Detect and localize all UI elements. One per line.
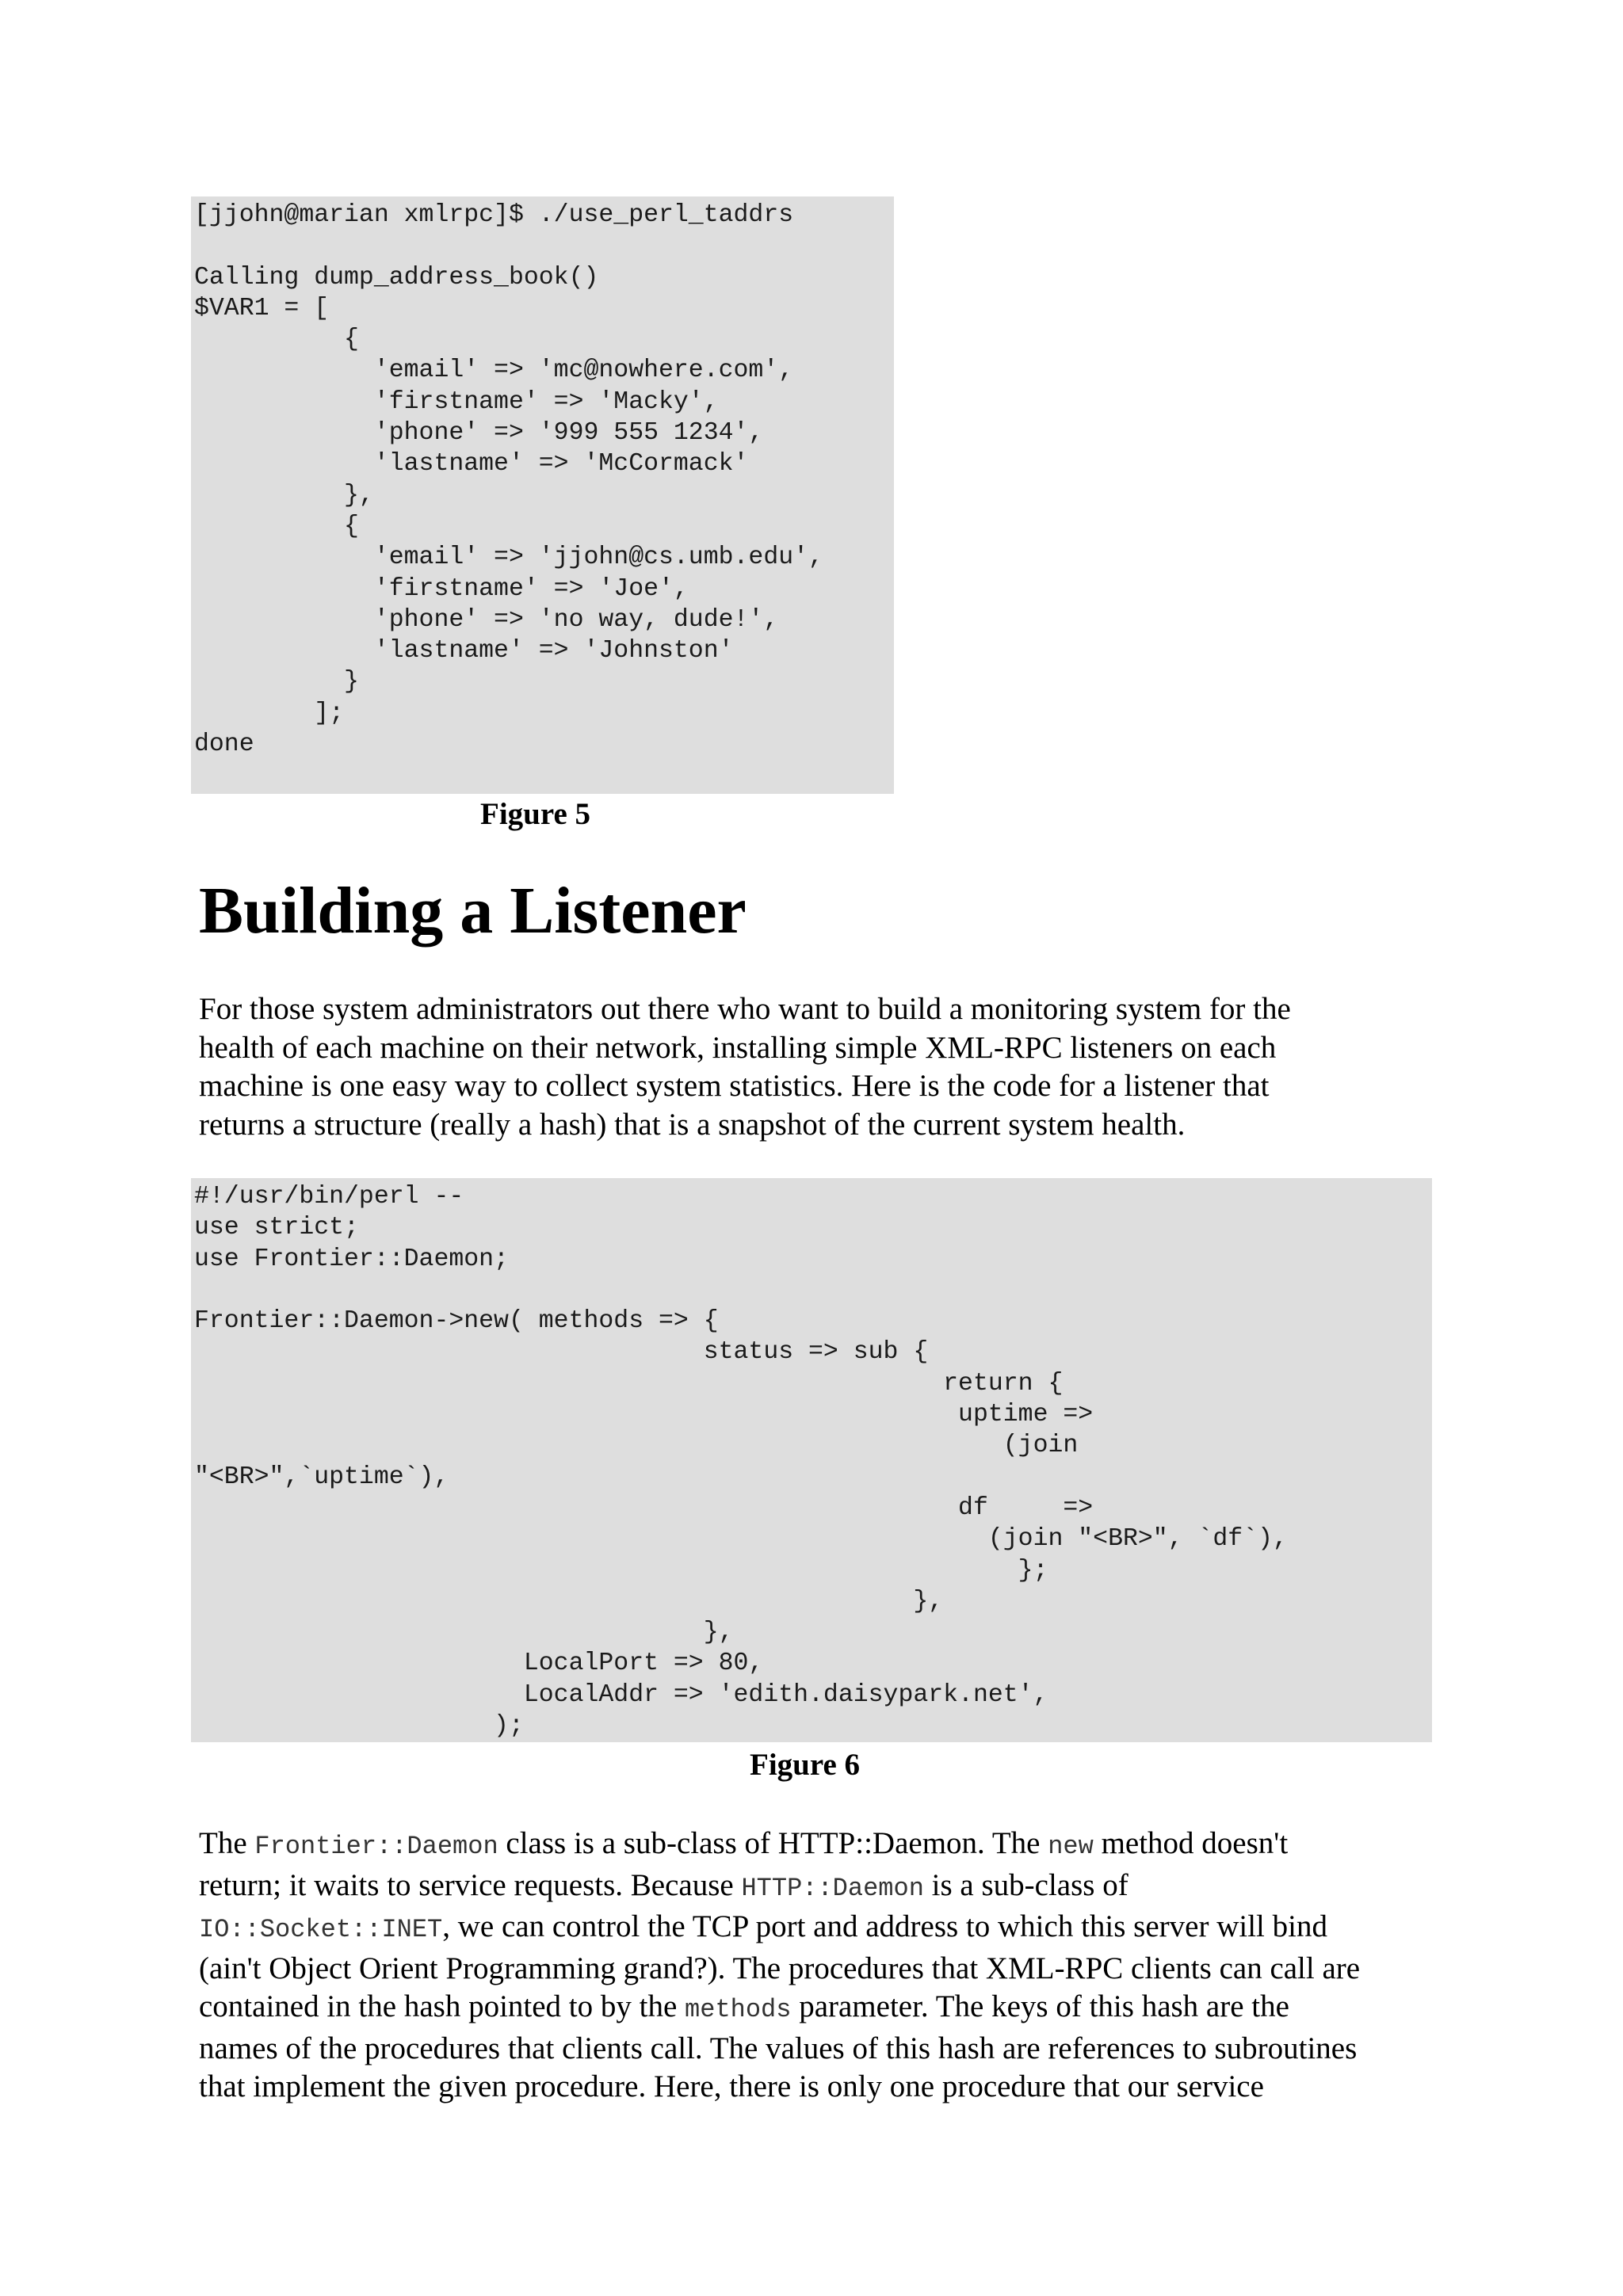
code-line: use strict; (194, 1214, 359, 1242)
code-block-figure-5 (191, 196, 894, 794)
code-line: { (194, 512, 359, 540)
code-line: 'lastname' => 'McCormack' (194, 450, 749, 479)
section-heading: Building a Listener (199, 874, 747, 948)
code-line: df => (194, 1493, 1094, 1522)
code-line: "<BR>",`uptime`), (194, 1463, 449, 1491)
paragraph-line: For those system administrators out there who want to build a monitoring system for the (199, 992, 1291, 1026)
code-block-figure-6 (191, 1178, 1432, 1742)
code-line: ]; (194, 699, 345, 727)
code-line: done (194, 730, 254, 759)
code-line: (join "<BR>", `df`), (194, 1525, 1288, 1554)
text-run: is a sub-class of (923, 1867, 1128, 1902)
text-run: parameter. The keys of this hash are the (791, 1989, 1289, 2023)
paragraph-line (199, 1825, 1360, 1867)
figure-6-caption: Figure 6 (750, 1748, 861, 1782)
code-line: [jjohn@marian xmlrpc]$ ./use_perl_taddrs (194, 201, 794, 229)
paragraph-line: health of each machine on their network, installing simple XML-RPC listeners on each (199, 1030, 1277, 1065)
code-line: return { (194, 1369, 1064, 1398)
code-line: 'phone' => 'no way, dude!', (194, 605, 779, 634)
inline-code-io-socket-inet: IO::Socket::INET (199, 1915, 443, 1944)
inline-code-methods: methods (685, 1995, 792, 2024)
paragraph-line: (ain't Object Orient Programming grand?). The procedures that XML-RPC clients can call are (199, 1951, 1361, 1985)
text-run: method doesn't (1093, 1826, 1289, 1860)
text-run: The (199, 1826, 255, 1860)
code-line: 'firstname' => 'Macky', (194, 387, 719, 416)
code-line: 'phone' => '999 555 1234', (194, 419, 764, 448)
code-line: Calling dump_address_book() (194, 263, 599, 292)
paragraph-line: returns a structure (really a hash) that is a snapshot of the current system health. (199, 1107, 1186, 1142)
paragraph-line: that implement the given procedure. Here, there is only one procedure that our service (199, 2069, 1264, 2103)
text-run: return; it waits to service requests. Because (199, 1867, 742, 1902)
code-line: status => sub { (194, 1338, 929, 1367)
code-line: LocalAddr => 'edith.daisypark.net', (194, 1680, 1048, 1709)
code-line: #!/usr/bin/perl -- (194, 1183, 464, 1211)
code-line: $VAR1 = [ (194, 294, 330, 322)
code-line: }, (194, 1619, 734, 1647)
code-line: }, (194, 481, 374, 509)
code-line: uptime => (194, 1401, 1094, 1429)
paragraph-line: names of the procedures that clients call. The values of this hash are references to subroutines (199, 2031, 1358, 2065)
paragraph-line (199, 1908, 1360, 1950)
code-line: } (194, 668, 359, 696)
inline-code-new: new (1048, 1832, 1094, 1861)
code-line: 'email' => 'mc@nowhere.com', (194, 357, 794, 385)
code-line: }, (194, 1587, 944, 1615)
inline-code-frontier-daemon: Frontier::Daemon (254, 1832, 498, 1861)
code-line: 'firstname' => 'Joe', (194, 574, 689, 603)
code-line: 'email' => 'jjohn@cs.umb.edu', (194, 543, 823, 572)
text-run: contained in the hash pointed to by the (199, 1989, 685, 2023)
daemon-explanation-paragraph (199, 1825, 1360, 2107)
text-run: class is a sub-class of HTTP::Daemon. The (498, 1826, 1048, 1860)
figure-5-caption: Figure 5 (480, 797, 591, 831)
code-line: LocalPort => 80, (194, 1650, 764, 1678)
paragraph-line (199, 1988, 1360, 2030)
paragraph-line: machine is one easy way to collect system statistics. Here is the code for a listener that (199, 1069, 1270, 1103)
code-line: 'lastname' => 'Johnston' (194, 637, 734, 666)
inline-code-http-daemon: HTTP::Daemon (741, 1873, 924, 1903)
code-line: ); (194, 1712, 524, 1741)
code-line: }; (194, 1556, 1048, 1585)
code-line: Frontier::Daemon->new( methods => { (194, 1307, 719, 1336)
code-line: (join (194, 1432, 1079, 1460)
code-line: use Frontier::Daemon; (194, 1245, 509, 1273)
listener-intro-paragraph (199, 990, 1291, 1144)
code-line: { (194, 326, 359, 354)
paragraph-line (199, 1867, 1360, 1909)
text-run: , we can control the TCP port and address to which this server will bind (442, 1909, 1327, 1943)
